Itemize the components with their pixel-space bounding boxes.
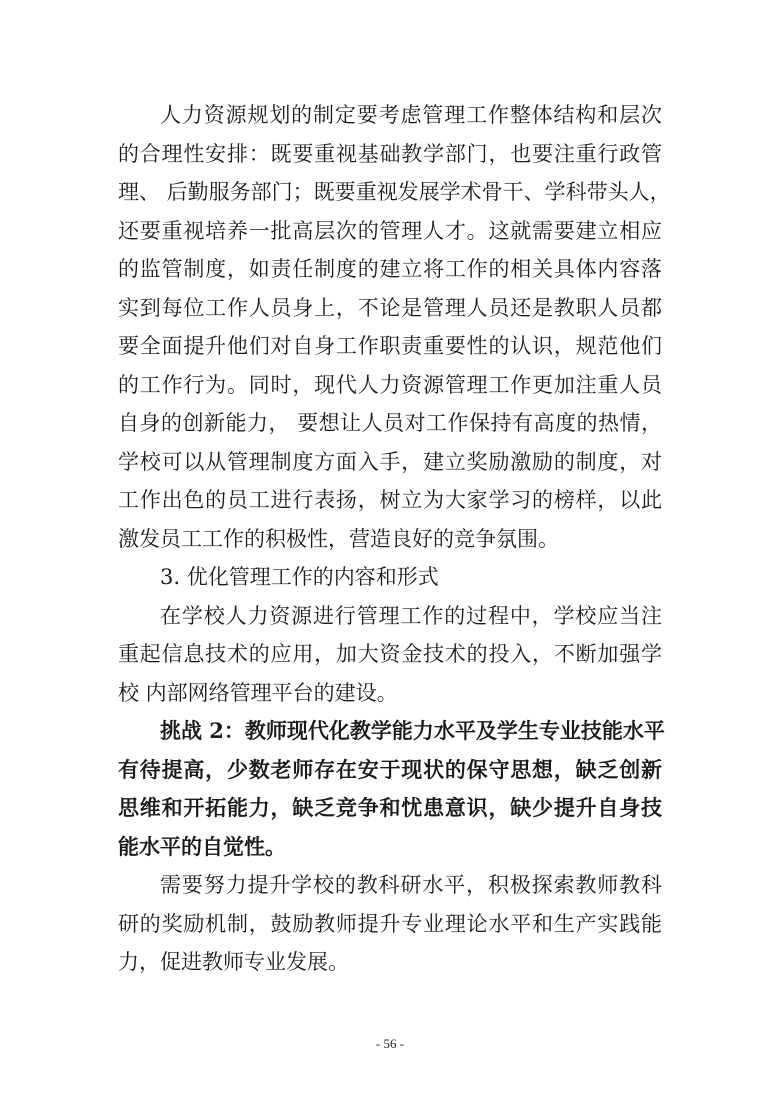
- text-line: 的工作行为。同时，现代人力资源管理工作更加注重人员: [118, 372, 662, 397]
- bold-text-line: 思维和开拓能力，缺乏竞争和忧患意识，缺少提升自身技: [118, 795, 662, 820]
- text-line: 力，促进教师专业发展。: [118, 950, 349, 974]
- text-line: 3. 优化管理工作的内容和形式: [160, 565, 439, 589]
- text-line: 激发员工工作的积极性，营造良好的竞争氛围。: [118, 526, 559, 551]
- text-line: 人力资源规划的制定要考虑管理工作整体结构和层次: [160, 103, 662, 127]
- text-line: 自身的创新能力， 要想让人员对工作保持有高度的热情，: [118, 411, 662, 435]
- text-line: 需要努力提升学校的教科研水平，积极探索教师教科: [160, 873, 662, 897]
- bold-text-line: 有待提高，少数老师存在安于现状的保守思想，缺乏创新: [118, 756, 662, 782]
- text-line: 实到每位工作人员身上，不论是管理人员还是教职人员都: [118, 295, 662, 320]
- text-line: 研的奖励机制，鼓励教师提升专业理论水平和生产实践能: [118, 911, 662, 936]
- document-body: [118, 96, 671, 982]
- text-line: 的合理性安排：既要重视基础教学部门，也要注重行政管: [118, 141, 662, 166]
- text-line: 的监管制度，如责任制度的建立将工作的相关具体内容落: [118, 257, 662, 281]
- text-line: 工作出色的员工进行表扬，树立为大家学习的榜样，以此: [118, 488, 662, 512]
- bold-text-line: 能水平的自觉性。: [118, 833, 286, 859]
- text-line: 学校可以从管理制度方面入手，建立奖励激励的制度，对: [118, 449, 662, 474]
- text-line: 校 内部网络管理平台的建设。: [118, 680, 398, 705]
- page-number: - 56 -: [375, 1036, 405, 1051]
- bold-text-line: 挑战 2：教师现代化教学能力水平及学生专业技能水平: [160, 718, 665, 743]
- text-line: 在学校人力资源进行管理工作的过程中，学校应当注: [160, 603, 662, 628]
- text-line: 理、 后勤服务部门；既要重视发展学术骨干、学科带头人，: [118, 180, 671, 204]
- text-line: 重起信息技术的应用，加大资金技术的投入，不断加强学: [118, 642, 662, 666]
- text-line: 还要重视培养一批高层次的管理人才。这就需要建立相应: [118, 218, 662, 243]
- text-line: 要全面提升他们对自身工作职责重要性的认识，规范他们: [118, 334, 662, 358]
